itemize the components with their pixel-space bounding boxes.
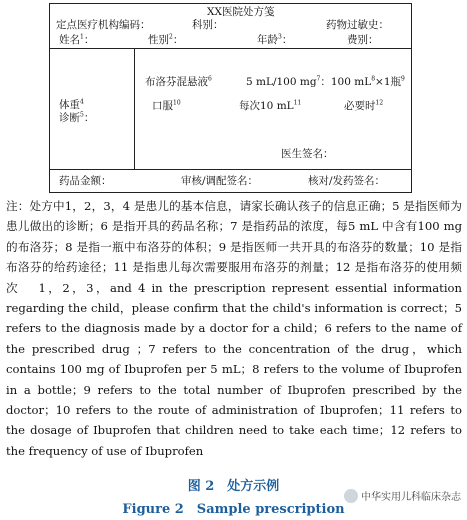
quantity: ×1瓶: [375, 76, 401, 88]
sex-marker: 2: [169, 33, 173, 41]
fee-label: 费别：: [347, 34, 379, 46]
route: 口服$^{10}$: [152, 99, 181, 112]
frequency: 必要时$^{12}$: [344, 99, 384, 112]
weight-label: 体重$^4$: [59, 98, 84, 111]
age-marker: 3: [278, 33, 282, 41]
figure-caption-zh: 图 2 处方示例: [187, 479, 280, 494]
review-sign-label: 审核/调配签名：: [181, 175, 259, 187]
concentration: 5 mL/100 mg: [246, 76, 317, 88]
diagnosis-label: 诊断$^5$：: [59, 111, 95, 124]
sex-field: 性别$^2$：: [148, 33, 184, 46]
header-divider: [50, 48, 411, 49]
watermark: [344, 488, 461, 503]
note-english: 1，2，3，and 4 in the prescription represent essential information regarding the child，please confirm that the child's information is correct；5 refers to the diagnosis made by a doctor for a child；6 refers to the name of the prescribed drug ；7 refers to the concentration of the drug，which contains 100 mg of Ibuprofen per 5 mL；8 refers to the volume of Ibuprofen in a bottle；9 refers to the total number of Ibuprofen prescribed by the doctor；10 refers to the route of administration of Ibuprofen；11 refers to the dosage of Ibuprofen that children need to take each time；12 refers to the frequency of use of Ibuprofen: [6, 280, 462, 458]
prescription-form: [49, 3, 412, 193]
prescription-note: [6, 196, 462, 461]
department-label: 科别：: [192, 19, 224, 31]
dose: 每次10 $mL^{11}$: [239, 99, 302, 112]
doctor-sign-label: 医生签名：: [281, 148, 334, 160]
check-sign-label: 核对/发药签名：: [308, 175, 386, 187]
drug-spec: 5 mL/100 $mg^7$：100 $mL^8\times 1$瓶$^9$: [246, 75, 405, 88]
figure-caption-en: Figure 2 Sample prescription: [122, 502, 345, 517]
body-divider-vertical: [134, 48, 135, 169]
name-field: 姓名$^1$：: [59, 33, 95, 46]
footer-divider: [50, 169, 411, 170]
drug-name: 布洛芬混悬液$^6$: [145, 75, 212, 88]
name-label: 姓名: [59, 34, 80, 46]
prescription-title: XX医院处方笺: [207, 6, 275, 18]
note-chinese: 注：处方中1，2，3，4 是患儿的基本信息，请家长确认孩子的信息正确；5 是指医师为患儿做出的诊断；6 是指开具的药品名称；7 是指药品的浓度，每5 mL 中含有100 mg 的布洛芬；8 是指一瓶中布洛芬的体积；9 是指医师一共开具的布洛芬的数量；10 是指布洛芬的给药途径；11 是指患儿每次需要服用布洛芬的剂量；12 是指布洛芬的使用频次: [6, 199, 462, 295]
hospital-code-label: 定点医疗机构编码：: [56, 19, 151, 31]
drug-fee-label: 药品金额：: [59, 175, 112, 187]
allergy-label: 药物过敏史：: [326, 19, 389, 31]
wechat-icon: [344, 489, 358, 503]
volume: ：100 mL: [320, 76, 372, 88]
age-label: 年龄: [257, 34, 278, 46]
watermark-text: 中华实用儿科临床杂志: [361, 492, 461, 503]
age-field: 年龄$^3$：: [257, 33, 293, 46]
name-marker: 1: [80, 33, 84, 41]
sex-label: 性别: [148, 34, 169, 46]
